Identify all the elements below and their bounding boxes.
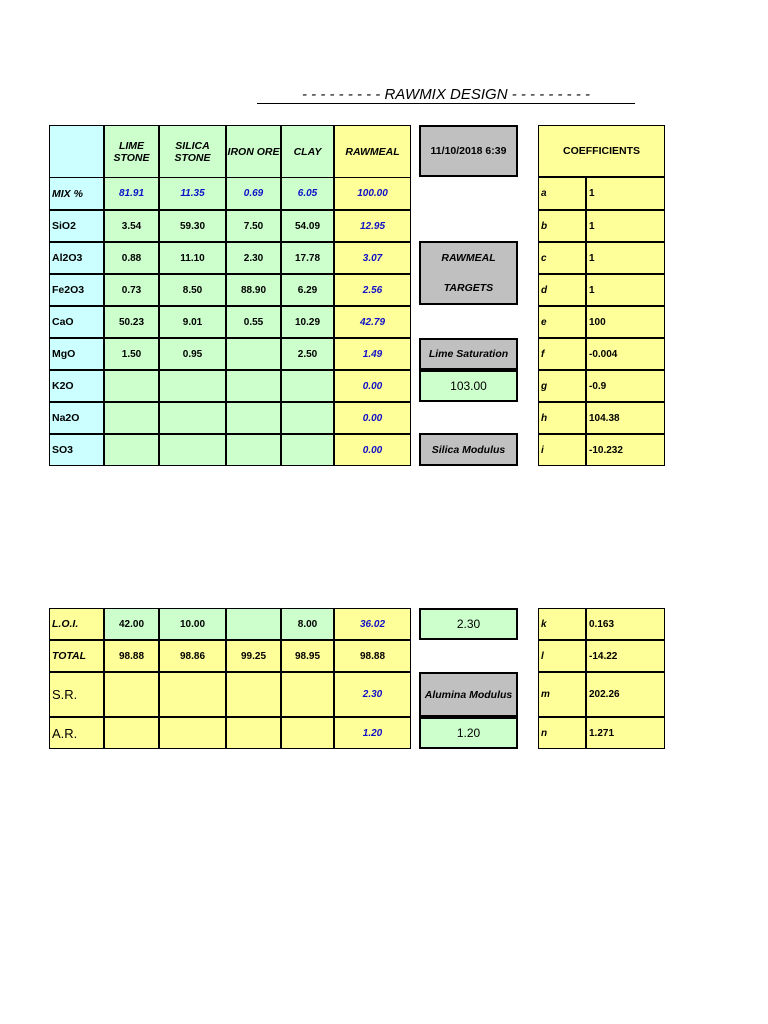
table-cell[interactable]: 0.88	[104, 242, 159, 274]
coefficients-header: COEFFICIENTS	[538, 125, 665, 177]
header-iron-ore: IRON ORE	[226, 125, 281, 178]
table-cell: 98.88	[334, 640, 411, 672]
row-label-mix: MIX %	[49, 177, 104, 210]
ar-value: 1.20	[334, 717, 411, 749]
coef-key-h: h	[538, 402, 586, 434]
coef-key-l: l	[538, 640, 586, 672]
table-cell: 1.49	[334, 338, 411, 370]
row-label-na2o: Na2O	[49, 402, 104, 434]
silica-modulus-value[interactable]: 2.30	[419, 608, 518, 640]
table-cell[interactable]: 0.55	[226, 306, 281, 338]
coef-key-c: c	[538, 242, 586, 274]
rawmeal-targets-box	[419, 241, 518, 305]
table-cell: 36.02	[334, 608, 411, 640]
row-label-loi: L.O.I.	[49, 608, 104, 640]
table-cell[interactable]: 8.50	[159, 274, 226, 306]
table-cell[interactable]: 8.00	[281, 608, 334, 640]
table-cell: 0.00	[334, 402, 411, 434]
table-cell: 99.25	[226, 640, 281, 672]
coef-key-d: d	[538, 274, 586, 306]
table-cell[interactable]: 59.30	[159, 210, 226, 242]
table-cell[interactable]: 50.23	[104, 306, 159, 338]
coef-key-k: k	[538, 608, 586, 640]
table-cell	[104, 672, 159, 717]
table-cell[interactable]: 54.09	[281, 210, 334, 242]
table-cell[interactable]	[226, 608, 281, 640]
header-rawmeal: RAWMEAL	[334, 125, 411, 178]
table-cell	[281, 717, 334, 749]
table-cell: 98.86	[159, 640, 226, 672]
table-cell[interactable]: 10.00	[159, 608, 226, 640]
row-label-total: TOTAL	[49, 640, 104, 672]
table-cell[interactable]: 7.50	[226, 210, 281, 242]
row-label-sr: S.R.	[49, 672, 104, 717]
table-cell[interactable]	[159, 370, 226, 402]
mix-cell[interactable]: 81.91	[104, 177, 159, 210]
lime-saturation-label: Lime Saturation	[419, 338, 518, 370]
table-cell[interactable]: 9.01	[159, 306, 226, 338]
coef-key-f: f	[538, 338, 586, 370]
coef-value-i[interactable]: -10.232	[586, 434, 665, 466]
coef-value-e[interactable]: 100	[586, 306, 665, 338]
table-cell[interactable]	[226, 402, 281, 434]
coef-key-n: n	[538, 717, 586, 749]
table-cell[interactable]	[281, 434, 334, 466]
coef-key-b: b	[538, 210, 586, 242]
table-cell[interactable]	[226, 434, 281, 466]
coef-value-k[interactable]: 0.163	[586, 608, 665, 640]
silica-modulus-label: Silica Modulus	[419, 433, 518, 466]
table-cell[interactable]: 11.10	[159, 242, 226, 274]
table-cell[interactable]: 42.00	[104, 608, 159, 640]
mix-cell[interactable]: 6.05	[281, 177, 334, 210]
table-cell: 0.00	[334, 370, 411, 402]
targets-label: RAWMEAL	[441, 252, 496, 264]
coef-key-e: e	[538, 306, 586, 338]
coef-value-d[interactable]: 1	[586, 274, 665, 306]
mix-cell[interactable]: 0.69	[226, 177, 281, 210]
table-cell[interactable]: 17.78	[281, 242, 334, 274]
mix-cell[interactable]: 100.00	[334, 177, 411, 210]
lime-saturation-value[interactable]: 103.00	[419, 370, 518, 402]
table-cell[interactable]	[281, 402, 334, 434]
coef-value-f[interactable]: -0.004	[586, 338, 665, 370]
coef-value-c[interactable]: 1	[586, 242, 665, 274]
table-cell	[226, 672, 281, 717]
row-label-ar: A.R.	[49, 717, 104, 749]
table-cell: 0.00	[334, 434, 411, 466]
table-cell	[159, 717, 226, 749]
table-cell[interactable]	[226, 370, 281, 402]
coef-key-a: a	[538, 177, 586, 210]
coef-value-h[interactable]: 104.38	[586, 402, 665, 434]
coef-value-n[interactable]: 1.271	[586, 717, 665, 749]
coef-key-g: g	[538, 370, 586, 402]
table-cell	[159, 672, 226, 717]
table-cell: 98.88	[104, 640, 159, 672]
row-label-so3: SO3	[49, 434, 104, 466]
table-cell: 3.07	[334, 242, 411, 274]
coef-value-a[interactable]: 1	[586, 177, 665, 210]
table-cell[interactable]: 3.54	[104, 210, 159, 242]
coef-key-i: i	[538, 434, 586, 466]
header-corner	[49, 125, 104, 178]
table-cell[interactable]	[104, 434, 159, 466]
table-cell[interactable]	[104, 402, 159, 434]
header-clay: CLAY	[281, 125, 334, 178]
table-cell[interactable]: 2.30	[226, 242, 281, 274]
header-silica-stone: SILICA STONE	[159, 125, 226, 178]
table-cell[interactable]: 10.29	[281, 306, 334, 338]
row-label-cao: CaO	[49, 306, 104, 338]
alumina-modulus-value[interactable]: 1.20	[419, 717, 518, 749]
coef-key-m: m	[538, 672, 586, 717]
table-cell[interactable]: 1.50	[104, 338, 159, 370]
coef-value-b[interactable]: 1	[586, 210, 665, 242]
table-cell	[104, 717, 159, 749]
page-title: - - - - - - - - - RAWMIX DESIGN - - - - - - - - -	[257, 86, 635, 104]
row-label-fe2o3: Fe2O3	[49, 274, 104, 306]
table-cell[interactable]	[104, 370, 159, 402]
row-label-sio2: SiO2	[49, 210, 104, 242]
table-cell[interactable]	[159, 402, 226, 434]
table-cell: 98.95	[281, 640, 334, 672]
sr-value: 2.30	[334, 672, 411, 717]
row-label-k2o: K2O	[49, 370, 104, 402]
row-label-mgo: MgO	[49, 338, 104, 370]
table-cell[interactable]	[281, 370, 334, 402]
table-cell: 12.95	[334, 210, 411, 242]
table-cell	[281, 672, 334, 717]
table-cell[interactable]	[159, 434, 226, 466]
table-cell	[226, 717, 281, 749]
table-cell[interactable]	[226, 338, 281, 370]
coef-value-g[interactable]: -0.9	[586, 370, 665, 402]
alumina-modulus-label: Alumina Modulus	[419, 672, 518, 717]
table-cell[interactable]: 88.90	[226, 274, 281, 306]
table-cell: 2.56	[334, 274, 411, 306]
datetime-box: 11/10/2018 6:39	[419, 125, 518, 177]
targets-label: TARGETS	[443, 282, 494, 294]
table-cell[interactable]: 0.95	[159, 338, 226, 370]
table-cell[interactable]: 6.29	[281, 274, 334, 306]
coef-value-m[interactable]: 202.26	[586, 672, 665, 717]
mix-cell[interactable]: 11.35	[159, 177, 226, 210]
table-cell: 42.79	[334, 306, 411, 338]
table-cell[interactable]: 0.73	[104, 274, 159, 306]
header-lime-stone: LIME STONE	[104, 125, 159, 178]
coef-value-l[interactable]: -14.22	[586, 640, 665, 672]
row-label-al2o3: Al2O3	[49, 242, 104, 274]
table-cell[interactable]: 2.50	[281, 338, 334, 370]
